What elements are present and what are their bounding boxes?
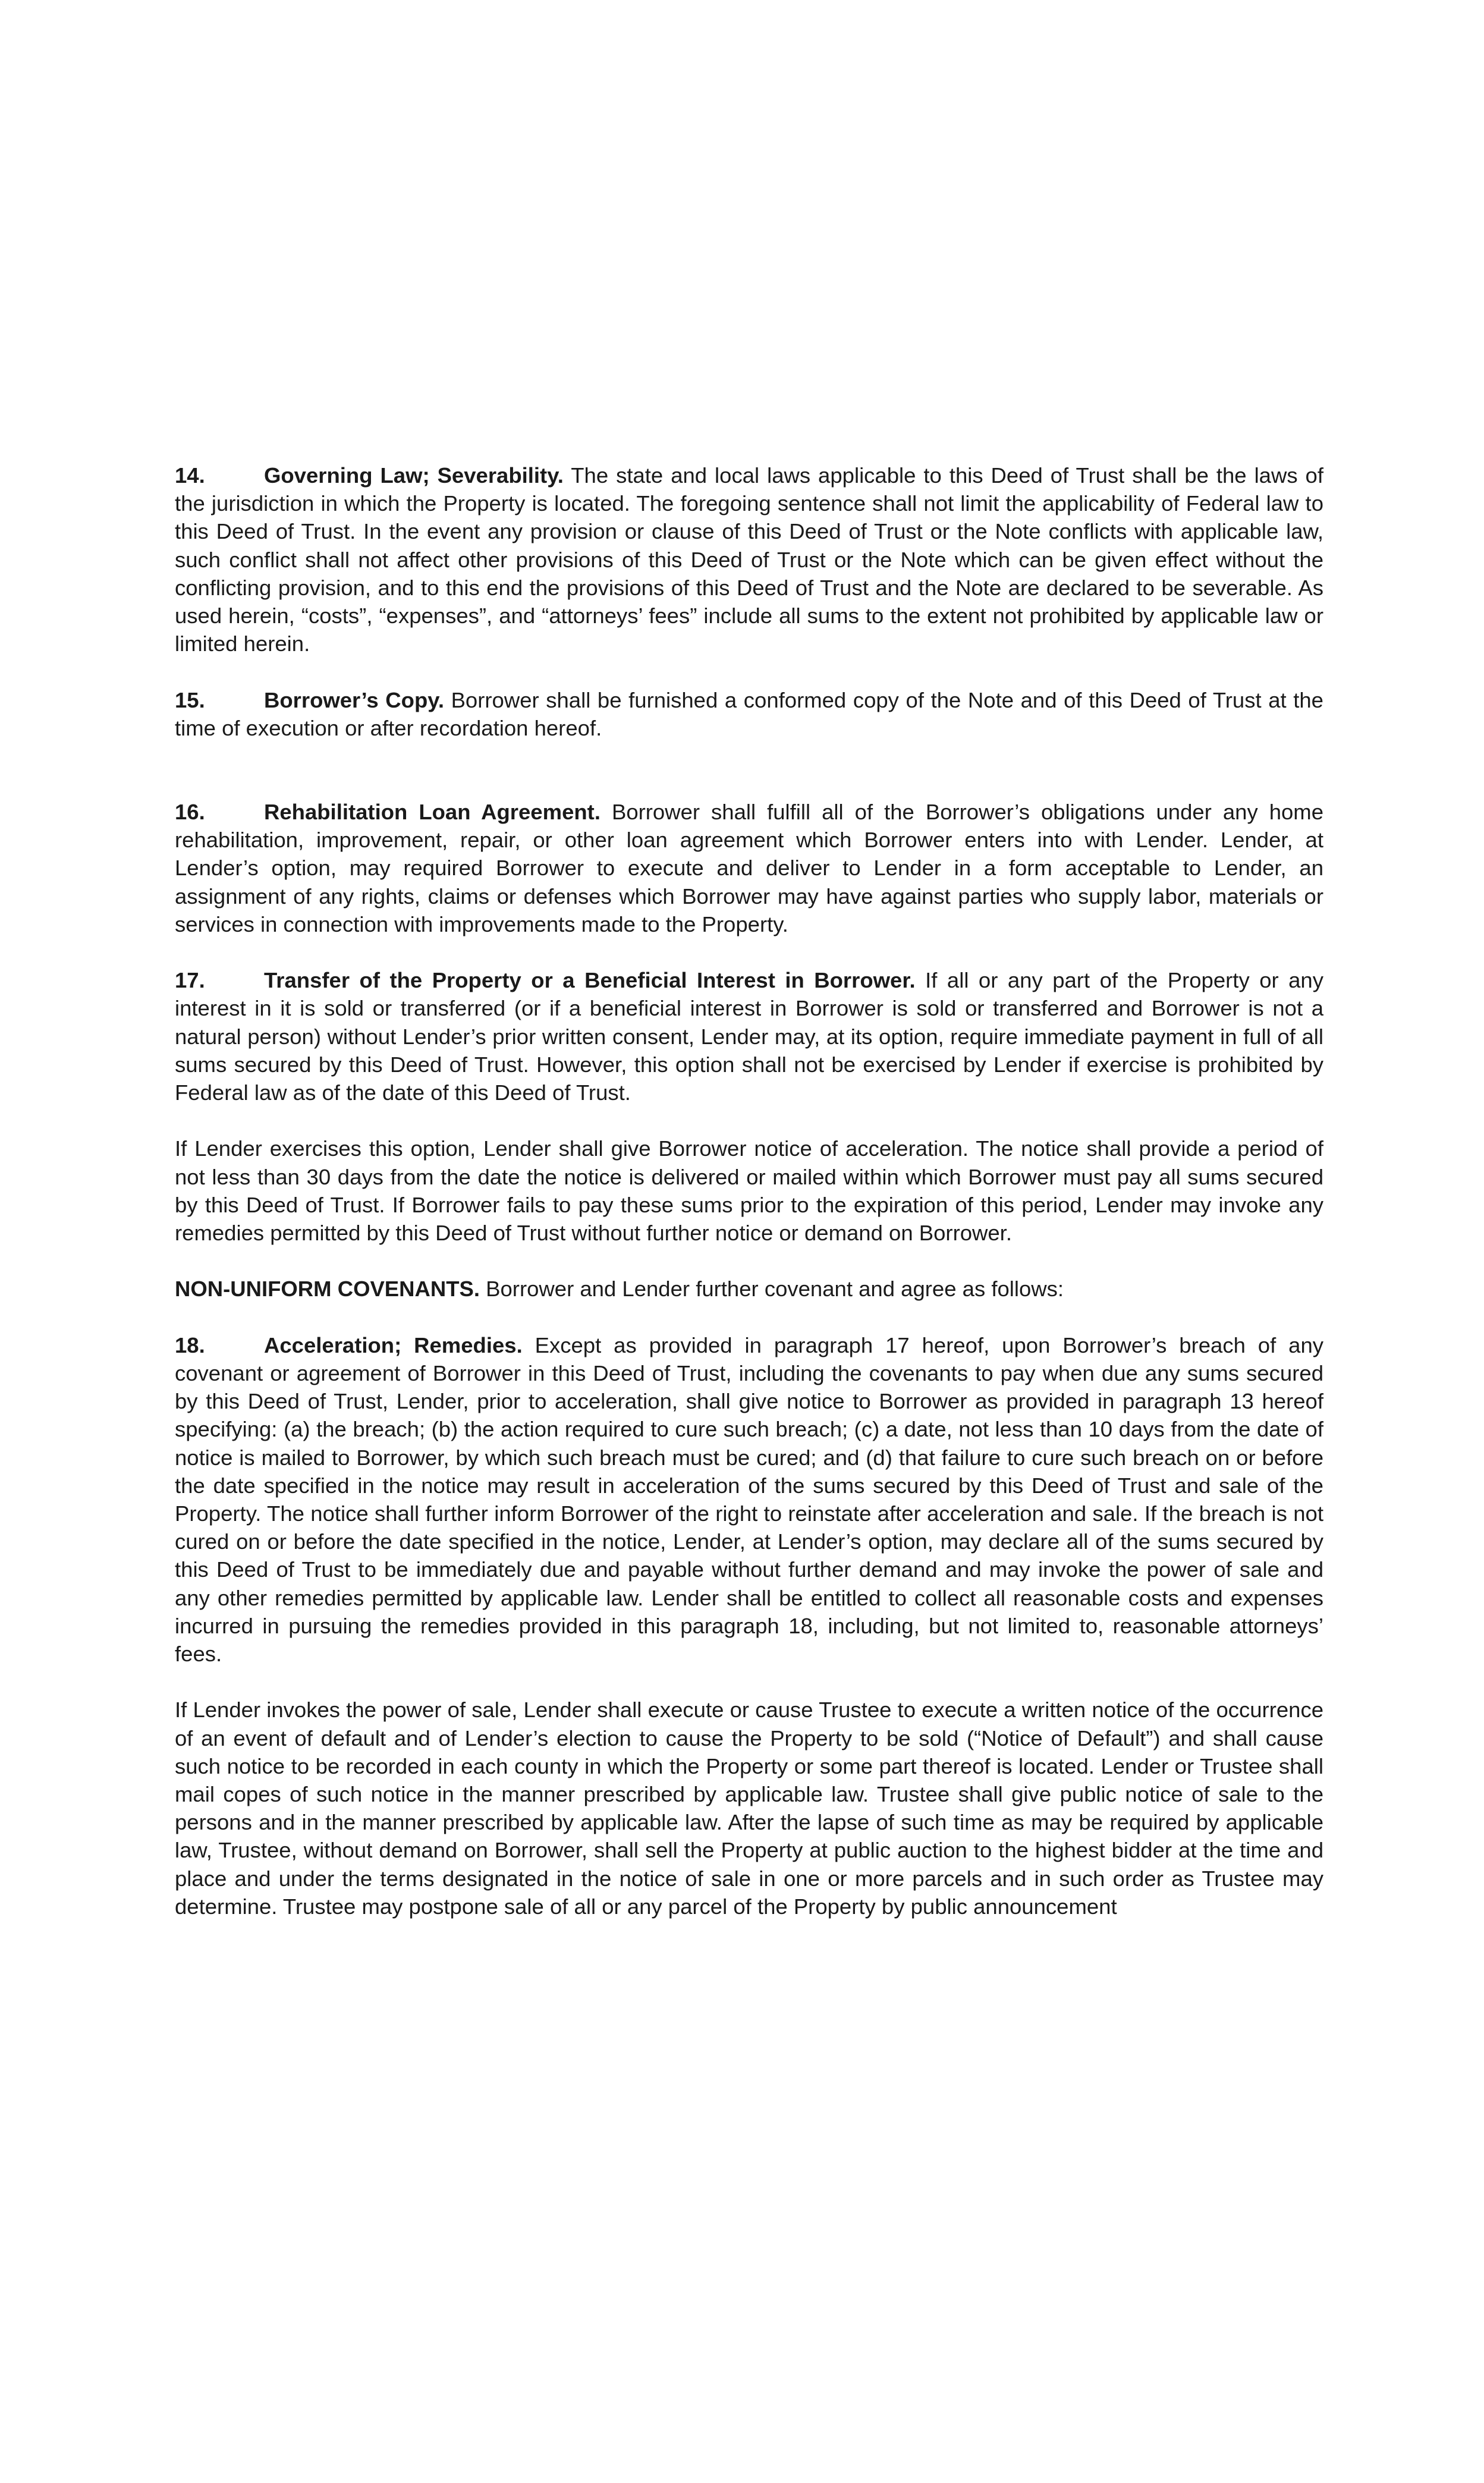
section-heading: Governing Law; Severability. [264, 463, 564, 488]
section-text: Except as provided in paragraph 17 hereof, upon Borrower’s breach of any covenant or agreement of Borrower in this Deed of Trust, including the covenants to pay when due any sums secured by this Deed of Trust, Lender, prior to acceleration, shall give notice to Borrower as provided in paragraph 13 hereof specifying: (a) the breach; (b) the action required to cure such breach; (c) a date, not less than 10 days from the date of notice is mailed to Borrower, by which such breach must be cured; and (d) that failure to cure such breach on or before the date specified in the notice may result in acceleration of the sums secured by this Deed of Trust and sale of the Property. The notice shall further inform Borrower of the right to reinstate after acceleration and sale. If the breach is not cured on or before the date specified in the notice, Lender, at Lender’s option, may declare all of the sums secured by this Deed of Trust to be immediately due and payable without further demand and may invoke the power of sale and any other remedies permitted by applicable law. Lender shall be entitled to collect all reasonable costs and expenses incurred in pursuing the remedies provided in this paragraph 18, including, but not limited to, reasonable attorneys’ fees. [175, 1332, 1323, 1667]
section-number: 17. [175, 968, 205, 993]
section-17 [175, 966, 1323, 1107]
section-17-continued: If Lender exercises this option, Lender shall give Borrower notice of acceleration. The notice shall provide a period of not less than 30 days from the date the notice is delivered or mailed within which Borrower must pay all sums secured by this Deed of Trust. If Borrower fails to pay these sums prior to the expiration of this period, Lender may invoke any remedies permitted by this Deed of Trust without further notice or demand on Borrower. [175, 1136, 1323, 1246]
section-number: 15. [175, 687, 205, 712]
section-number: 18. [175, 1332, 205, 1357]
section-text: Borrower shall be furnished a conformed copy of the Note and of this Deed of Trust at the time of execution or after recordation hereof. [175, 687, 1323, 740]
section-text: If all or any part of the Property or any interest in it is sold or transferred (or if a beneficial interest in Borrower is sold or transferred and Borrower is not a natural person) without Lender’s prior written consent, Lender may, at its option, require immediate payment in full of all sums secured by this Deed of Trust. However, this option shall not be exercised by Lender if exercise is prohibited by Federal law as of the date of this Deed of Trust. [175, 968, 1323, 1105]
section-number: 14. [175, 463, 205, 488]
section-15 [175, 686, 1323, 742]
section-heading: Transfer of the Property or a Beneficial Interest in Borrower. [264, 968, 916, 993]
document-body [175, 461, 1323, 1948]
section-heading: Acceleration; Remedies. [264, 1332, 523, 1357]
non-uniform-covenants [175, 1275, 1323, 1303]
section-18 [175, 1331, 1323, 1668]
section-number: 16. [175, 800, 205, 825]
covenants-heading: NON-UNIFORM COVENANTS. [175, 1277, 480, 1302]
section-text: Borrower shall fulfill all of the Borrower’s obligations under any home rehabilitation, improvement, repair, or other loan agreement which Borrower enters into with Lender. Lender, at Lender’s option, may required Borrower to execute and deliver to Lender in a form acceptable to Lender, an assignment of any rights, claims or defenses which Borrower may have against parties who supply labor, materials or services in connection with improvements made to the Property. [175, 800, 1324, 936]
section-text: The state and local laws applicable to this Deed of Trust shall be the laws of the jurisdiction in which the Property is located. The foregoing sentence shall not limit the applicability of Federal law to this Deed of Trust. In the event any provision or clause of this Deed of Trust or the Note conflicts with applicable law, such conflict shall not affect other provisions of this Deed of Trust or the Note which can be given effect without the conflicting provision, and to this end the provisions of this Deed of Trust and the Note are declared to be severable. As used herein, “costs”, “expenses”, and “attorneys’ fees” include all sums to the extent not prohibited by applicable law or limited herein. [175, 463, 1323, 656]
covenants-text: Borrower and Lender further covenant and agree as follows: [480, 1277, 1064, 1302]
section-14 [175, 461, 1323, 658]
section-heading: Rehabilitation Loan Agreement. [264, 800, 600, 825]
section-18-continued: If Lender invokes the power of sale, Lender shall execute or cause Trustee to execute a written notice of the occurrence of an event of default and of Lender’s election to cause the Property to be sold (“Notice of Default”) and shall cause such notice to be recorded in each county in which the Property or some part thereof is located. Lender or Trustee shall mail copes of such notice in the manner prescribed by applicable law. Trustee shall give public notice of sale to the persons and in the manner prescribed by applicable law. After the lapse of such time as may be required by applicable law, Trustee, without demand on Borrower, shall sell the Property at public auction to the highest bidder at the time and place and under the terms designated in the notice of sale in one or more parcels and in such order as Trustee may determine. Trustee may postpone sale of all or any parcel of the Property by public announcement [175, 1698, 1323, 1919]
section-heading: Borrower’s Copy. [264, 687, 444, 712]
section-16 [175, 798, 1323, 938]
